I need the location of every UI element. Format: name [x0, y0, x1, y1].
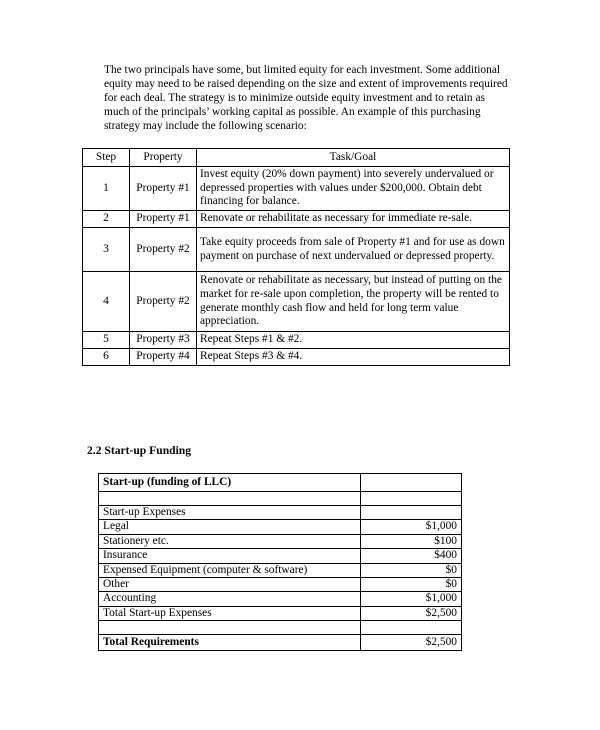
expense-label: Insurance	[99, 549, 361, 563]
property-name: Property #3	[130, 332, 197, 349]
property-name: Property #1	[130, 167, 197, 211]
property-name: Property #4	[130, 349, 197, 366]
task-goal: Renovate or rehabilitate as necessary for immediate re-sale.	[197, 211, 510, 228]
blank-row	[99, 492, 462, 506]
total-requirements-row	[99, 635, 462, 651]
total-requirements-amount: $2,500	[361, 635, 462, 651]
table-row	[83, 211, 510, 228]
expense-label: Accounting	[99, 592, 361, 606]
expenses-amount	[361, 506, 462, 520]
table-row	[99, 606, 462, 620]
property-column-header: Property	[130, 149, 197, 167]
task-goal: Repeat Steps #1 & #2.	[197, 332, 510, 349]
property-name: Property #2	[130, 228, 197, 272]
task-goal: Repeat Steps #3 & #4.	[197, 349, 510, 366]
expense-amount: $1,000	[361, 520, 462, 534]
funding-title-amount	[361, 474, 462, 492]
expense-amount: $0	[361, 563, 462, 577]
blank-cell	[361, 492, 462, 506]
task-goal: Take equity proceeds from sale of Property #1 and for use as down payment on purchase of next undervalued or depressed property.	[197, 228, 510, 272]
funding-title: Start-up (funding of LLC)	[99, 474, 361, 492]
intro-paragraph: The two principals have some, but limited equity for each investment. Some additional equity may need to be raised depending on the size and extent of improvements required for each deal. The strategy is to minimize outside equity investment and to retain as much of the principals’ working capital as possible. An example of this purchasing strategy may include the following scenario:	[104, 64, 508, 132]
table-row	[99, 520, 462, 534]
blank-row	[99, 621, 462, 635]
table-row	[83, 349, 510, 366]
blank-cell	[99, 621, 361, 635]
table-header-row	[83, 149, 510, 167]
expense-label: Expensed Equipment (computer & software)	[99, 563, 361, 577]
expense-amount: $400	[361, 549, 462, 563]
table-row	[99, 534, 462, 548]
step-number: 1	[83, 167, 130, 211]
startup-funding-table	[98, 473, 462, 651]
total-expenses-amount: $2,500	[361, 606, 462, 620]
expense-amount: $1,000	[361, 592, 462, 606]
total-expenses-label: Total Start-up Expenses	[99, 606, 361, 620]
expense-label: Legal	[99, 520, 361, 534]
section-heading: 2.2 Start-up Funding	[87, 444, 192, 457]
step-column-header: Step	[83, 149, 130, 167]
property-name: Property #2	[130, 272, 197, 332]
table-row	[99, 506, 462, 520]
table-row	[99, 592, 462, 606]
task-column-header: Task/Goal	[197, 149, 510, 167]
blank-cell	[99, 492, 361, 506]
funding-title-row	[99, 474, 462, 492]
expense-amount: $100	[361, 534, 462, 548]
step-number: 3	[83, 228, 130, 272]
table-row	[99, 549, 462, 563]
step-number: 2	[83, 211, 130, 228]
table-row	[83, 332, 510, 349]
table-row	[83, 272, 510, 332]
blank-cell	[361, 621, 462, 635]
task-goal: Invest equity (20% down payment) into severely undervalued or depressed properties with values under $200,000. Obtain debt financing for balance.	[197, 167, 510, 211]
expense-amount: $0	[361, 578, 462, 592]
expenses-label: Start-up Expenses	[99, 506, 361, 520]
step-number: 5	[83, 332, 130, 349]
expense-label: Stationery etc.	[99, 534, 361, 548]
total-requirements-label: Total Requirements	[99, 635, 361, 651]
purchasing-strategy-table	[82, 148, 510, 366]
step-number: 4	[83, 272, 130, 332]
step-number: 6	[83, 349, 130, 366]
table-row	[83, 228, 510, 272]
property-name: Property #1	[130, 211, 197, 228]
table-row	[99, 578, 462, 592]
expense-label: Other	[99, 578, 361, 592]
task-goal: Renovate or rehabilitate as necessary, but instead of putting on the market for re-sale upon completion, the property will be rented to generate monthly cash flow and held for long term value appreciation.	[197, 272, 510, 332]
table-row	[99, 563, 462, 577]
table-row	[83, 167, 510, 211]
